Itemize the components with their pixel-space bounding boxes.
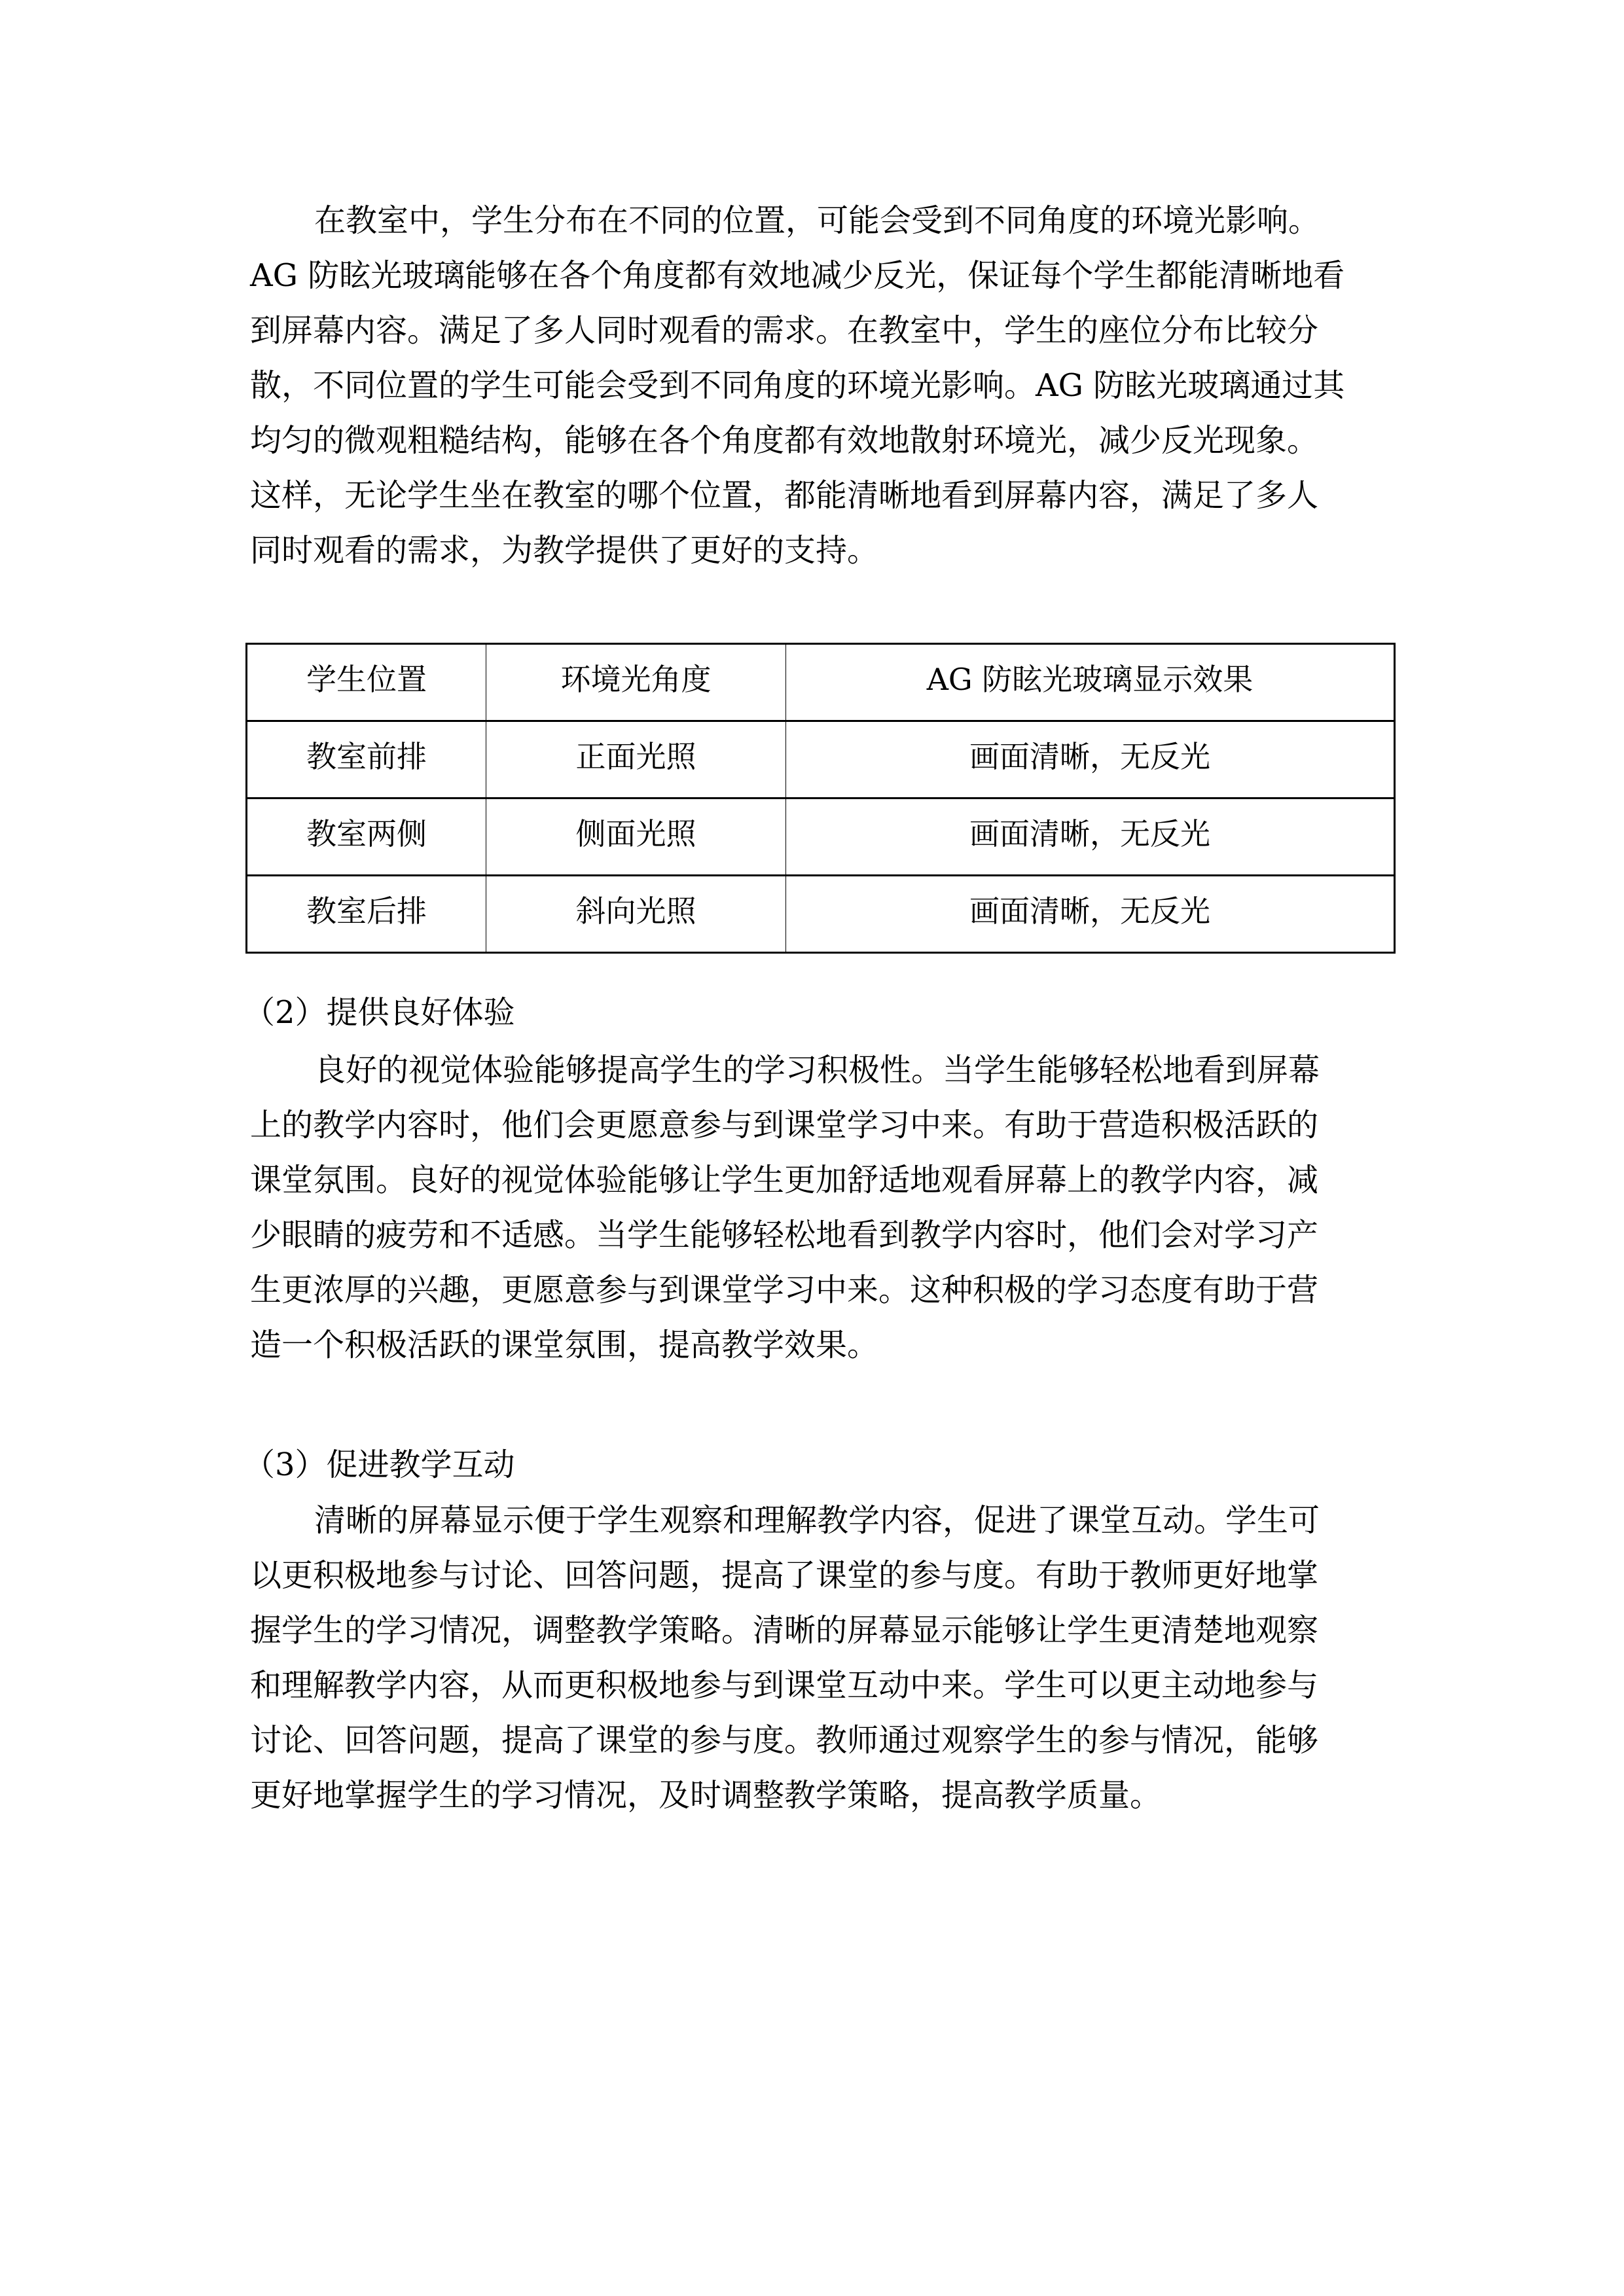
section-heading: （3）促进教学互动 <box>244 1446 515 1483</box>
text-line: 握学生的学习情况，调整教学策略。清晰的屏幕显示能够让学生更清楚地观察 <box>250 1612 1319 1649</box>
text-line: 生更浓厚的兴趣，更愿意参与到课堂学习中来。这种积极的学习态度有助于营 <box>250 1272 1319 1308</box>
table-header-cell: 环境光角度 <box>486 644 786 721</box>
table-cell: 画面清晰，无反光 <box>786 876 1395 953</box>
text-line: 这样，无论学生坐在教室的哪个位置，都能清晰地看到屏幕内容，满足了多人 <box>250 477 1319 514</box>
text-line: 以更积极地参与讨论、回答问题，提高了课堂的参与度。有助于教师更好地掌 <box>250 1557 1319 1594</box>
table-cell: 教室后排 <box>247 876 486 953</box>
table-cell: 画面清晰，无反光 <box>786 798 1395 876</box>
text-line: 到屏幕内容。满足了多人同时观看的需求。在教室中，学生的座位分布比较分 <box>250 312 1319 349</box>
text-line: 良好的视觉体验能够提高学生的学习积极性。当学生能够轻松地看到屏幕 <box>314 1052 1320 1088</box>
table-header-cell: AG 防眩光玻璃显示效果 <box>786 644 1395 721</box>
text-line: 更好地掌握学生的学习情况，及时调整教学策略，提高教学质量。 <box>250 1777 1162 1814</box>
text-line: 少眼睛的疲劳和不适感。当学生能够轻松地看到教学内容时，他们会对学习产 <box>250 1217 1319 1253</box>
table-row <box>247 721 1395 798</box>
text-line: 和理解教学内容，从而更积极地参与到课堂互动中来。学生可以更主动地参与 <box>250 1667 1319 1704</box>
table-cell: 画面清晰，无反光 <box>786 721 1395 798</box>
table-cell: 侧面光照 <box>486 798 786 876</box>
table-cell: 教室两侧 <box>247 798 486 876</box>
text-line: 造一个积极活跃的课堂氛围，提高教学效果。 <box>250 1327 879 1363</box>
display-effect-table <box>245 643 1396 954</box>
text-line: 清晰的屏幕显示便于学生观察和理解教学内容，促进了课堂互动。学生可 <box>314 1502 1320 1539</box>
section-heading: （2）提供良好体验 <box>244 994 515 1031</box>
text-line: 在教室中，学生分布在不同的位置，可能会受到不同角度的环境光影响。 <box>314 202 1320 239</box>
table-row <box>247 876 1395 953</box>
text-line: 课堂氛围。良好的视觉体验能够让学生更加舒适地观看屏幕上的教学内容，减 <box>250 1162 1319 1198</box>
paragraph-good-experience <box>250 1043 1389 1372</box>
text-line: 讨论、回答问题，提高了课堂的参与度。教师通过观察学生的参与情况，能够 <box>250 1722 1319 1759</box>
table-header-cell: 学生位置 <box>247 644 486 721</box>
text-line: 散，不同位置的学生可能会受到不同角度的环境光影响。AG 防眩光玻璃通过其 <box>250 367 1345 404</box>
paragraph-classroom-viewing <box>250 193 1389 578</box>
table-cell: 正面光照 <box>486 721 786 798</box>
table-cell: 斜向光照 <box>486 876 786 953</box>
table-header-row <box>247 644 1395 721</box>
text-line: 上的教学内容时，他们会更愿意参与到课堂学习中来。有助于营造积极活跃的 <box>250 1107 1319 1143</box>
text-line: 均匀的微观粗糙结构，能够在各个角度都有效地散射环境光，减少反光现象。 <box>250 422 1319 459</box>
paragraph-teaching-interaction <box>250 1493 1389 1823</box>
table-cell: 教室前排 <box>247 721 486 798</box>
text-line: 同时观看的需求，为教学提供了更好的支持。 <box>250 532 879 569</box>
table-row <box>247 798 1395 876</box>
text-line: AG 防眩光玻璃能够在各个角度都有效地减少反光，保证每个学生都能清晰地看 <box>250 257 1345 294</box>
